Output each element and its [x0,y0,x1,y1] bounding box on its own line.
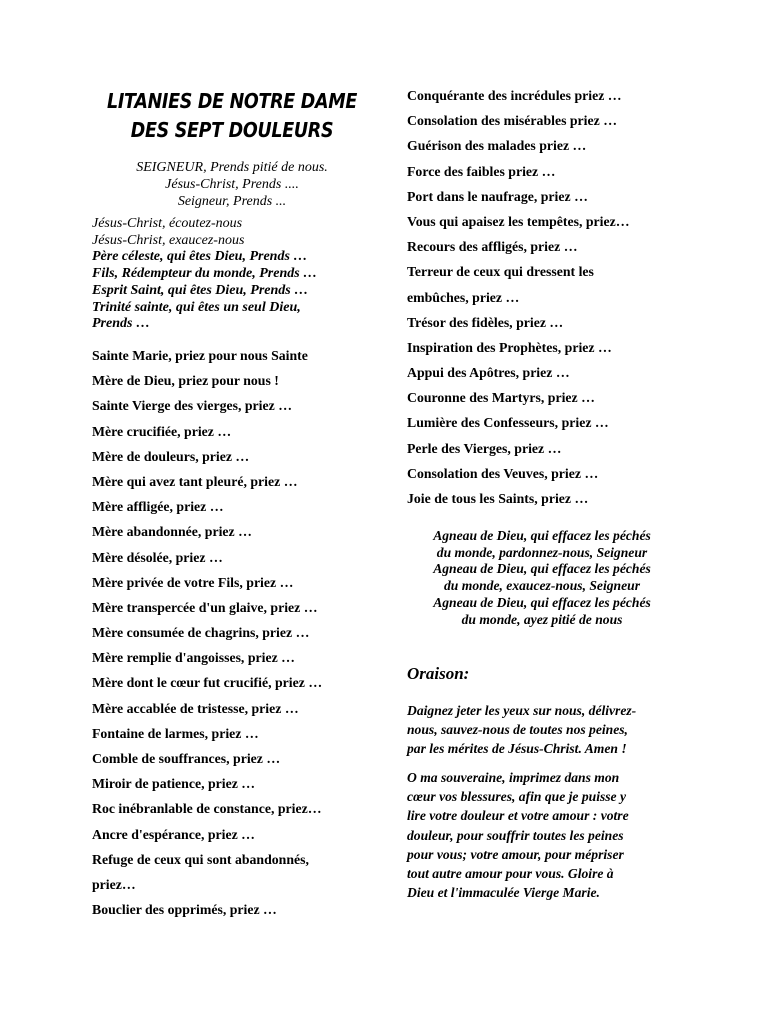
litany-item: Guérison des malades priez … [407,138,587,154]
litany-item: Appui des Apôtres, priez … [407,365,570,381]
litany-item: Mère crucifiée, priez … [92,423,232,439]
litany-item: Miroir de patience, priez … [92,776,256,792]
litany-item: Fontaine de larmes, priez … [92,725,259,741]
prayer-line: cœur vos blessures, afin que je puisse y [407,789,627,805]
page-title-line-2: DES SEPT DOULEURS [130,119,334,143]
litany-item: Consolation des misérables priez … [407,113,618,129]
litany-item: Conquérante des incrédules priez … [407,88,622,103]
agnus-line: Agneau de Dieu, qui effacez les péchés [433,561,651,577]
agnus-line: Agneau de Dieu, qui effacez les péchés [433,594,651,610]
agnus-line: Agneau de Dieu, qui effacez les péchés [433,528,651,543]
prayer-line: Dieu et l'immaculée Vierge Marie. [407,885,600,901]
prayer-line: nous, sauvez-nous de toutes nos peines, [407,722,628,738]
kyrie-block [92,159,372,210]
prayer-line: par les mérites de Jésus-Christ. Amen ! [407,741,627,757]
prayer-line: pour vous; votre amour, pour mépriser [407,846,624,862]
litany-item: Force des faibles priez … [407,163,556,179]
prayer-line: douleur, pour souffrir toutes les peines [407,827,624,843]
litany-item: Mère de douleurs, priez … [92,448,250,464]
oraison-paragraph-2 [407,768,682,902]
prayer-line: O ma souveraine, imprimez dans mon [407,770,620,785]
oraison-heading: Oraison: [407,664,470,683]
litany-item: Trésor des fidèles, priez … [407,314,564,330]
litany-item: Consolation des Veuves, priez … [407,465,599,481]
litany-item: Mère dont le cœur fut crucifié, priez … [92,675,323,691]
litany-item: Mère consumée de chagrins, priez … [92,625,310,641]
litany-item: Bouclier des opprimés, priez … [92,902,277,918]
litany-item: Mère affligée, priez … [92,499,224,515]
litany-item: Roc inébranlable de constance, priez… [92,801,322,817]
litany-item: Mère accablée de tristesse, priez … [92,700,299,716]
kyrie-line: Seigneur, Prends ... [177,194,287,209]
prayer-line: tout autre amour pour vous. Gloire à [407,866,614,882]
invocation-line: Trinité sainte, qui êtes un seul Dieu, [92,299,301,315]
litany-left-list [92,343,322,922]
oraison-paragraph-1 [407,701,682,759]
agnus-line: du monde, exaucez-nous, Seigneur [443,578,640,594]
litany-item: Refuge de ceux qui sont abandonnés, [92,851,309,867]
litany-item: Mère privée de votre Fils, priez … [92,574,294,590]
invocation-line: Fils, Rédempteur du monde, Prends … [92,266,318,282]
litany-item: Mère abandonnée, priez … [92,524,252,540]
invocations-block [92,216,372,333]
litany-item: Couronne des Martyrs, priez … [407,390,595,406]
agnus-line: du monde, pardonnez-nous, Seigneur [436,544,648,560]
invocation-line: Père céleste, qui êtes Dieu, Prends … [92,249,308,265]
litany-item: Comble de souffrances, priez … [92,751,281,766]
litany-item: Vous qui apaisez les tempêtes, priez… [407,213,630,229]
invocation-line: Jésus-Christ, écoutez-nous [92,216,243,231]
litany-right-list [407,83,630,511]
litany-item: Lumière des Confesseurs, priez … [407,415,609,431]
litany-item: Mère désolée, priez … [92,549,223,565]
invocation-line: Esprit Saint, qui êtes Dieu, Prends … [92,282,309,298]
litany-item: Port dans le naufrage, priez … [407,188,588,204]
invocation-line: Jésus-Christ, exaucez-nous [92,232,245,248]
litany-item: priez… [92,876,136,892]
litany-item: Perle des Vierges, priez … [407,440,562,456]
litany-item: Terreur de ceux qui dressent les [407,264,594,280]
litany-item: Sainte Marie, priez pour nous Sainte [92,348,308,363]
litany-item: Joie de tous les Saints, priez … [407,491,589,506]
litany-item: Ancre d'espérance, priez … [92,826,255,842]
litany-item: Mère de Dieu, priez pour nous ! [92,373,279,389]
litany-item: Inspiration des Prophètes, priez … [407,339,612,355]
prayer-line: Daignez jeter les yeux sur nous, délivrez- [407,703,637,718]
litany-item: Mère remplie d'angoisses, priez … [92,650,295,666]
kyrie-line: Jésus-Christ, Prends .... [165,177,299,192]
litany-item: embûches, priez … [407,289,520,305]
agnus-dei-block [407,528,677,628]
invocation-line: Prends … [92,316,150,332]
kyrie-line: SEIGNEUR, Prends pitié de nous. [136,160,328,175]
litany-item: Recours des affligés, priez … [407,239,578,255]
litany-item: Mère transpercée d'un glaive, priez … [92,599,318,615]
litany-item: Mère qui avez tant pleuré, priez … [92,473,298,489]
litany-item: Sainte Vierge des vierges, priez … [92,398,293,414]
agnus-line: du monde, ayez pitié de nous [461,611,623,627]
prayer-line: lire votre douleur et votre amour : votre [407,808,629,824]
page-title-line-1: LITANIES DE NOTRE DAME [107,90,357,114]
